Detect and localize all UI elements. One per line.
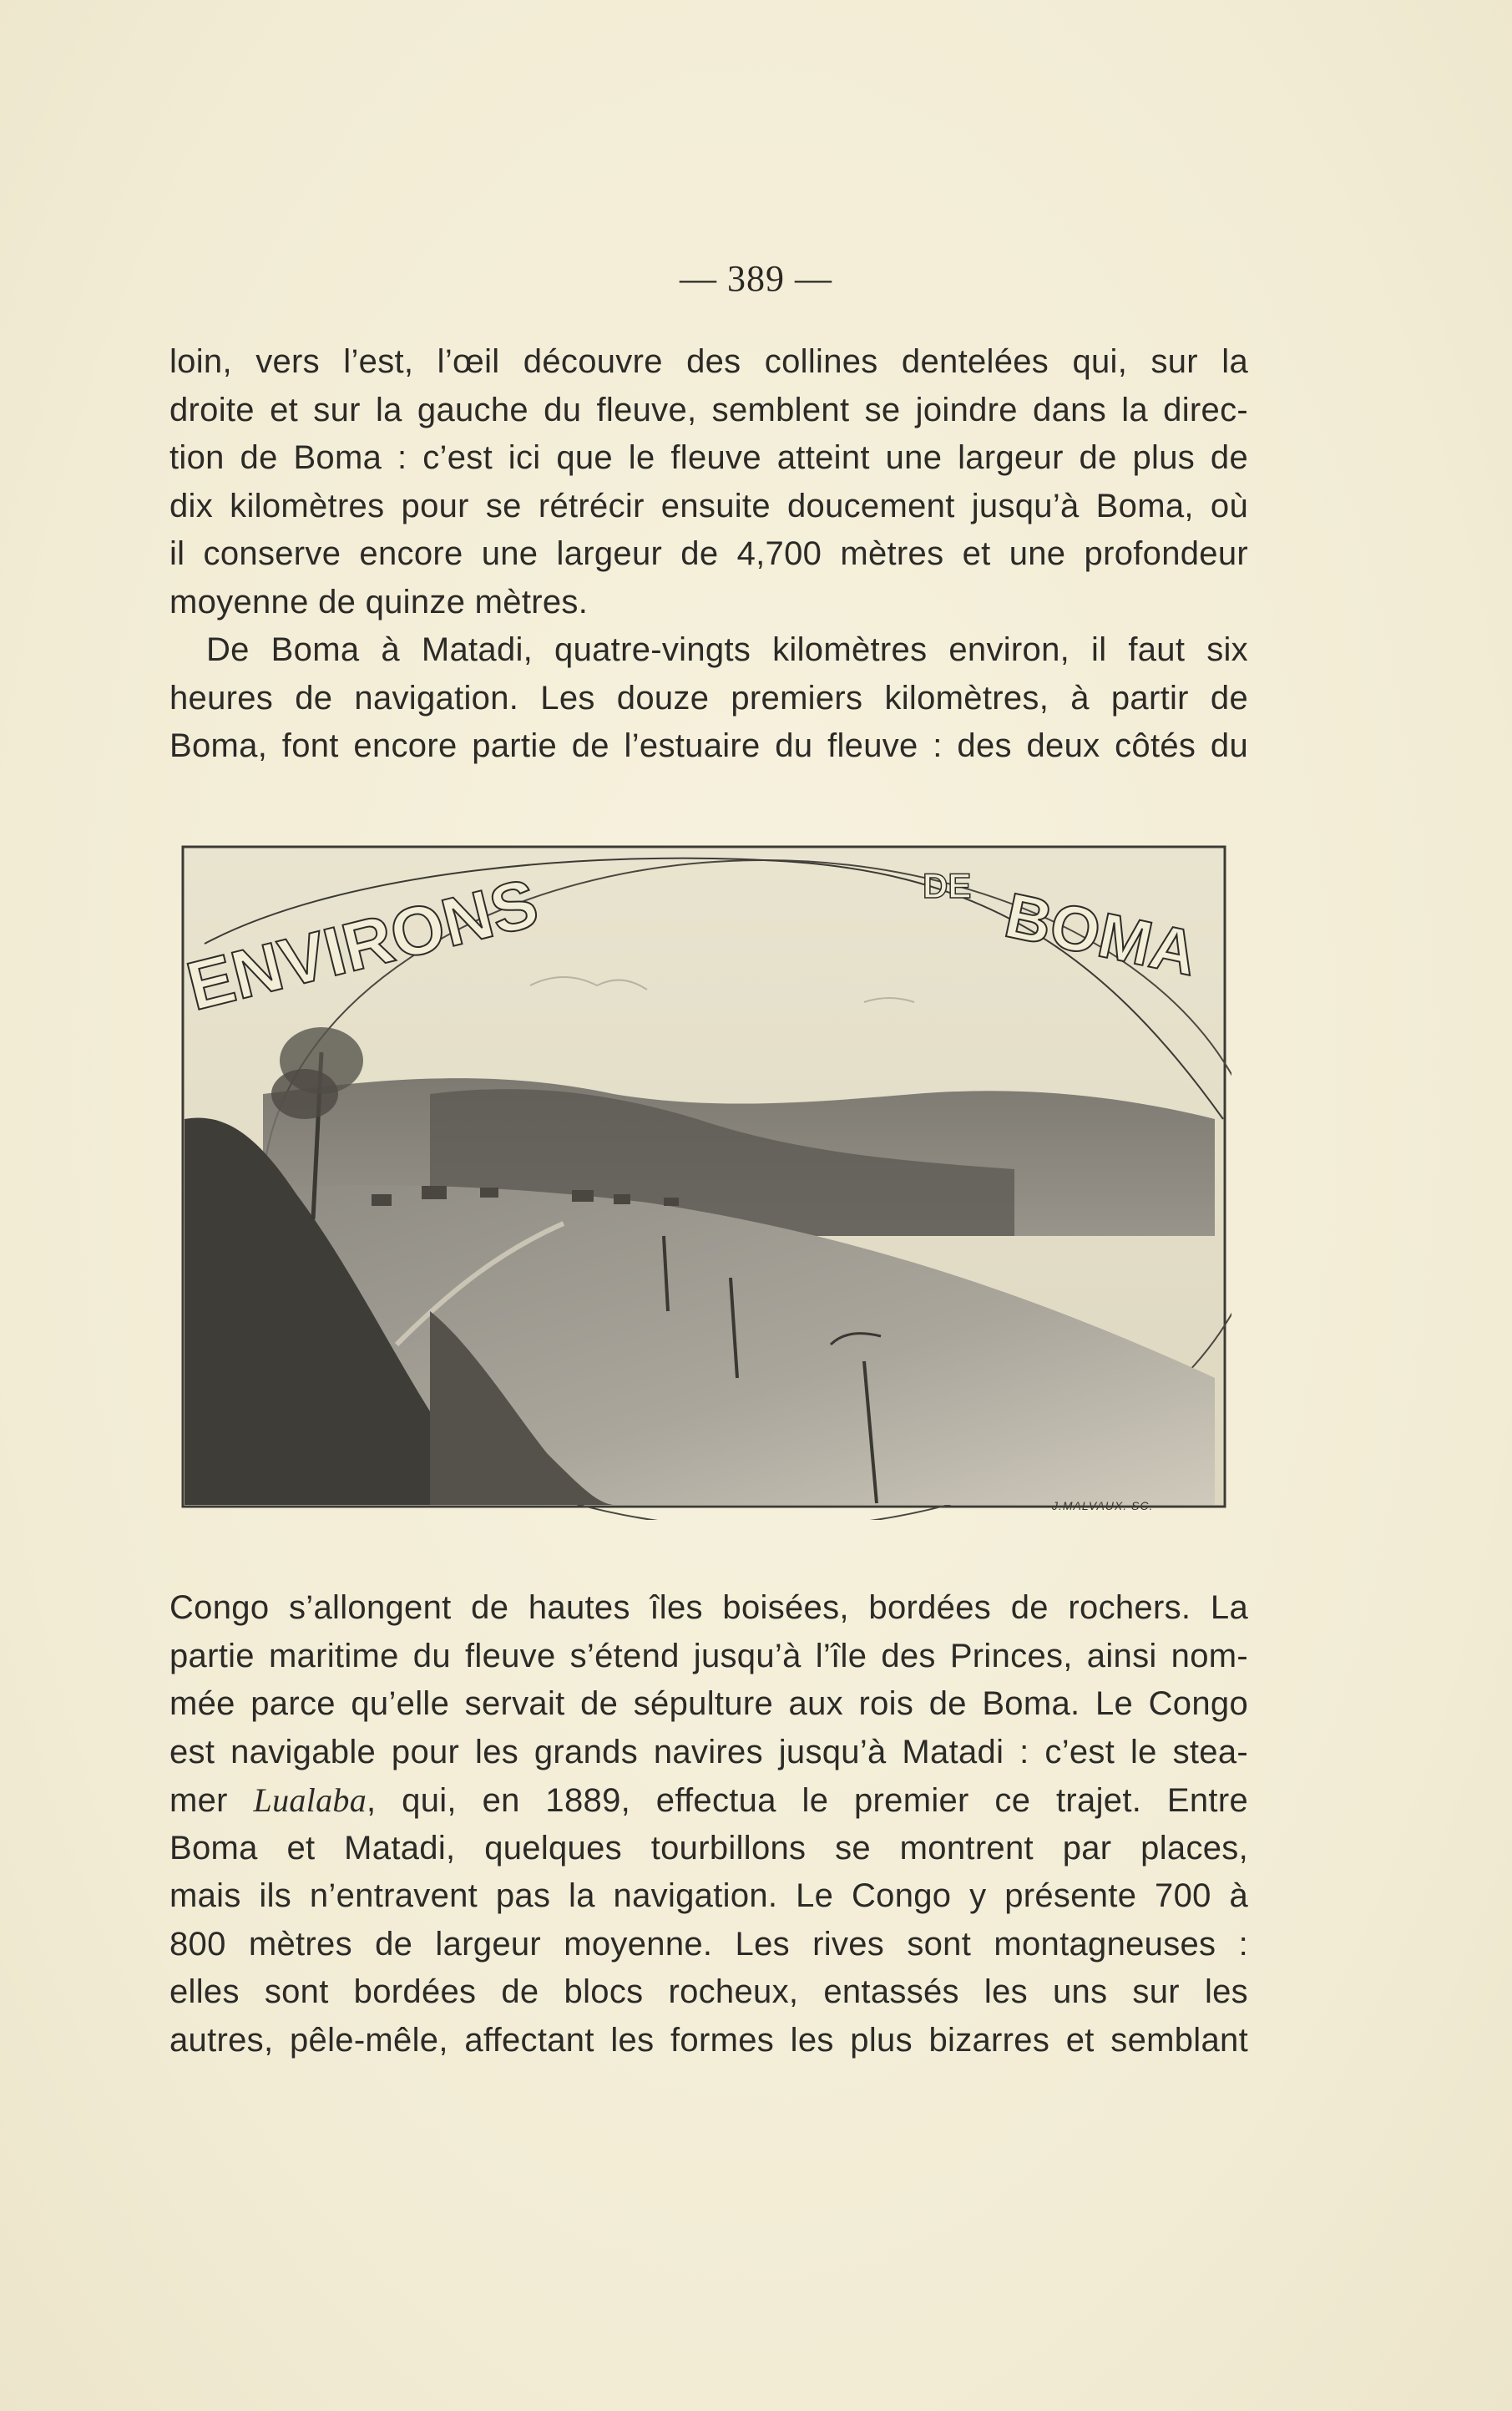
text-fragment: mer [169, 1782, 254, 1819]
title-right: BOMA [999, 879, 1204, 990]
text-fragment: , qui, en 1889, effectua le premier ce trajet. Entre [367, 1782, 1248, 1819]
paragraph-line: heures de navigation. Les douze premiers kilomètres, à partir de [169, 679, 1248, 717]
paragraph-line: dix kilomètres pour se rétrécir ensuite doucement jusqu’à Boma, où [169, 487, 1248, 524]
engraving-environs-de-boma [180, 843, 1231, 1520]
paragraph-line: Boma et Matadi, quelques tourbillons se montrent par places, [169, 1829, 1248, 1866]
title-mid: DE [923, 866, 972, 905]
paragraph-line: loin, vers l’est, l’œil découvre des collines dentelées qui, sur la [169, 343, 1248, 380]
paragraph-line: autres, pêle-mêle, affectant les formes les plus bizarres et semblant [169, 2021, 1248, 2059]
paragraph-line [169, 1776, 1248, 1825]
paragraph-line: Congo s’allongent de hautes îles boisées, bordées de rochers. La [169, 1589, 1248, 1626]
paragraph-line: moyenne de quinze mètres. [169, 583, 589, 620]
page-number: — 389 — [680, 258, 832, 299]
paragraph-line: De Boma à Matadi, quatre-vingts kilomètres environ, il faut six [206, 631, 1248, 668]
paragraph-line: tion de Boma : c’est ici que le fleuve atteint une largeur de plus de [169, 439, 1248, 476]
paragraph-line: mée parce qu’elle servait de sépulture aux rois de Boma. Le Congo [169, 1685, 1248, 1722]
engraver-credit: J.MALVAUX. SC. [1052, 1499, 1154, 1512]
paragraph-line: il conserve encore une largeur de 4,700 mètres et une profondeur [169, 535, 1248, 572]
text-block-top [169, 338, 1248, 771]
ship-name: Lualaba [253, 1781, 367, 1819]
paragraph-line: droite et sur la gauche du fleuve, semblent se joindre dans la direc- [169, 391, 1248, 428]
paragraph-line: est navigable pour les grands navires jusqu’à Matadi : c’est le stea- [169, 1733, 1248, 1770]
text-block-bottom [169, 1584, 1248, 2064]
paragraph-line: 800 mètres de largeur moyenne. Les rives sont montagneuses : [169, 1925, 1248, 1963]
paragraph-line: elles sont bordées de blocs rocheux, entassés les uns sur les [169, 1973, 1248, 2010]
paragraph-line: mais ils n’entravent pas la navigation. Le Congo y présente 700 à [169, 1877, 1248, 1914]
paragraph-line: partie maritime du fleuve s’étend jusqu’à l’île des Princes, ainsi nom- [169, 1637, 1248, 1674]
title-left: ENVIRONS [180, 864, 545, 1026]
paragraph-line: Boma, font encore partie de l’estuaire du fleuve : des deux côtés du [169, 727, 1248, 764]
